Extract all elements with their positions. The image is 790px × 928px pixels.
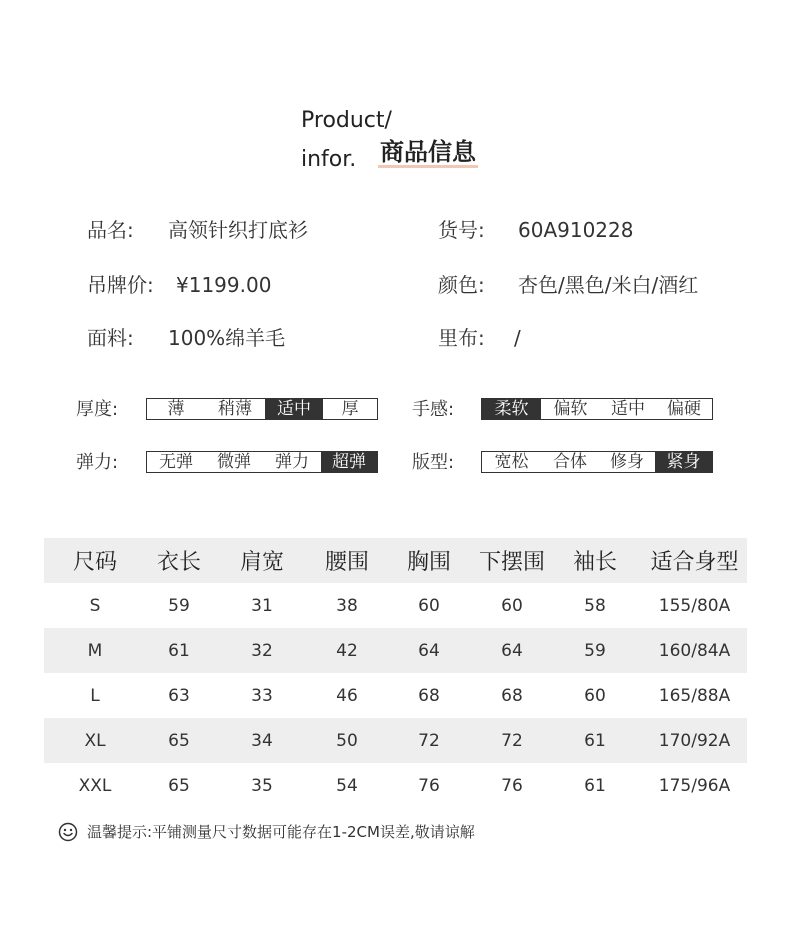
table-cell: 34 <box>212 718 312 763</box>
elasticity-option: 无弹 <box>159 452 193 472</box>
table-cell: 60 <box>584 685 606 706</box>
table-cell: 65 <box>168 775 190 796</box>
table-cell: 64 <box>382 628 476 673</box>
table-header-cell: 适合身型 <box>642 538 747 583</box>
feel-label: 手感: <box>412 399 455 420</box>
sku-value: 60A910228 <box>518 218 634 242</box>
table-cell: 46 <box>336 685 358 706</box>
fabric-value: 100%绵羊毛 <box>168 326 286 350</box>
elasticity-option: 超弹 <box>321 452 377 472</box>
size-table <box>44 538 747 808</box>
feel-option: 偏硬 <box>667 399 701 419</box>
table-row <box>44 628 747 673</box>
table-cell: 68 <box>418 685 440 706</box>
table-cell: 76 <box>418 775 440 796</box>
fit-scale <box>481 451 713 473</box>
table-cell: 63 <box>168 685 190 706</box>
table-header-cell: 胸围 <box>382 538 476 583</box>
table-cell: 31 <box>251 595 273 616</box>
table-header-row <box>44 538 747 583</box>
table-row <box>44 718 747 763</box>
lining-label: 里布: <box>438 326 485 350</box>
color-label: 颜色: <box>438 273 485 297</box>
elasticity-scale <box>146 451 378 473</box>
title-en-line2: infor. <box>301 147 357 172</box>
table-header-cell: 衣长 <box>146 538 212 583</box>
table-cell: 160/84A <box>642 628 747 673</box>
table-header-cell: 腰围 <box>312 538 382 583</box>
price-label: 吊牌价: <box>87 273 154 297</box>
table-cell: 64 <box>476 628 548 673</box>
table-cell: 155/80A <box>658 595 731 616</box>
price-value: ¥1199.00 <box>176 273 272 297</box>
color-value: 杏色/黑色/米白/酒红 <box>518 273 699 297</box>
table-cell: S <box>89 595 101 616</box>
table-cell: 65 <box>146 718 212 763</box>
table-cell: 32 <box>212 628 312 673</box>
table-cell: 72 <box>382 718 476 763</box>
table-cell: 54 <box>336 775 358 796</box>
elasticity-option: 微弹 <box>217 452 251 472</box>
table-cell: 165/88A <box>658 685 731 706</box>
thickness-option: 厚 <box>341 399 359 419</box>
sku-label: 货号: <box>438 218 485 242</box>
title-en-line1: Product/ <box>301 108 392 133</box>
table-cell: XL <box>44 718 146 763</box>
table-cell: 60 <box>418 595 440 616</box>
table-cell: L <box>90 685 100 706</box>
table-cell: M <box>44 628 146 673</box>
fit-label: 版型: <box>412 452 455 473</box>
feel-scale <box>481 398 713 420</box>
lining-value: / <box>514 326 521 350</box>
table-cell: 50 <box>312 718 382 763</box>
table-cell: 68 <box>501 685 523 706</box>
feel-option: 柔软 <box>482 399 541 419</box>
table-row <box>44 673 747 718</box>
table-cell: 175/96A <box>658 775 731 796</box>
table-cell: 59 <box>168 595 190 616</box>
smile-icon <box>58 822 78 842</box>
table-cell: 61 <box>548 718 642 763</box>
measurement-note <box>58 821 475 842</box>
fit-option: 紧身 <box>655 452 712 472</box>
table-cell: 61 <box>584 775 606 796</box>
table-header-cell: 下摆围 <box>476 538 548 583</box>
table-header-cell: 肩宽 <box>212 538 312 583</box>
table-cell: 35 <box>251 775 273 796</box>
table-cell: 72 <box>476 718 548 763</box>
fit-option: 宽松 <box>494 452 529 472</box>
table-cell: XXL <box>78 775 112 796</box>
table-cell: 61 <box>146 628 212 673</box>
table-row <box>44 763 747 808</box>
feel-option: 偏软 <box>553 399 588 419</box>
table-cell: 60 <box>501 595 523 616</box>
thickness-option: 稍薄 <box>218 399 252 419</box>
title-cn: 商品信息 <box>380 138 476 166</box>
table-cell: 42 <box>312 628 382 673</box>
table-cell: 59 <box>548 628 642 673</box>
table-cell: 58 <box>584 595 606 616</box>
feel-option: 适中 <box>611 399 645 419</box>
thickness-option: 适中 <box>265 399 323 419</box>
table-row <box>44 583 747 628</box>
name-label: 品名: <box>87 218 134 242</box>
table-cell: 33 <box>251 685 273 706</box>
table-cell: 38 <box>336 595 358 616</box>
note-text: 温馨提示:平铺测量尺寸数据可能存在1-2CM误差,敬请谅解 <box>87 823 475 841</box>
thickness-scale <box>146 398 378 420</box>
table-cell: 170/92A <box>642 718 747 763</box>
elasticity-label: 弹力: <box>76 452 119 473</box>
fit-option: 修身 <box>610 452 644 472</box>
fit-option: 合体 <box>553 452 587 472</box>
table-cell: 76 <box>501 775 523 796</box>
name-value: 高领针织打底衫 <box>168 218 308 242</box>
table-header-cell: 袖长 <box>548 538 642 583</box>
fabric-label: 面料: <box>87 326 134 350</box>
thickness-option: 薄 <box>167 399 185 419</box>
table-header-cell: 尺码 <box>44 538 146 583</box>
thickness-label: 厚度: <box>76 399 119 420</box>
elasticity-option: 弹力 <box>275 452 309 472</box>
